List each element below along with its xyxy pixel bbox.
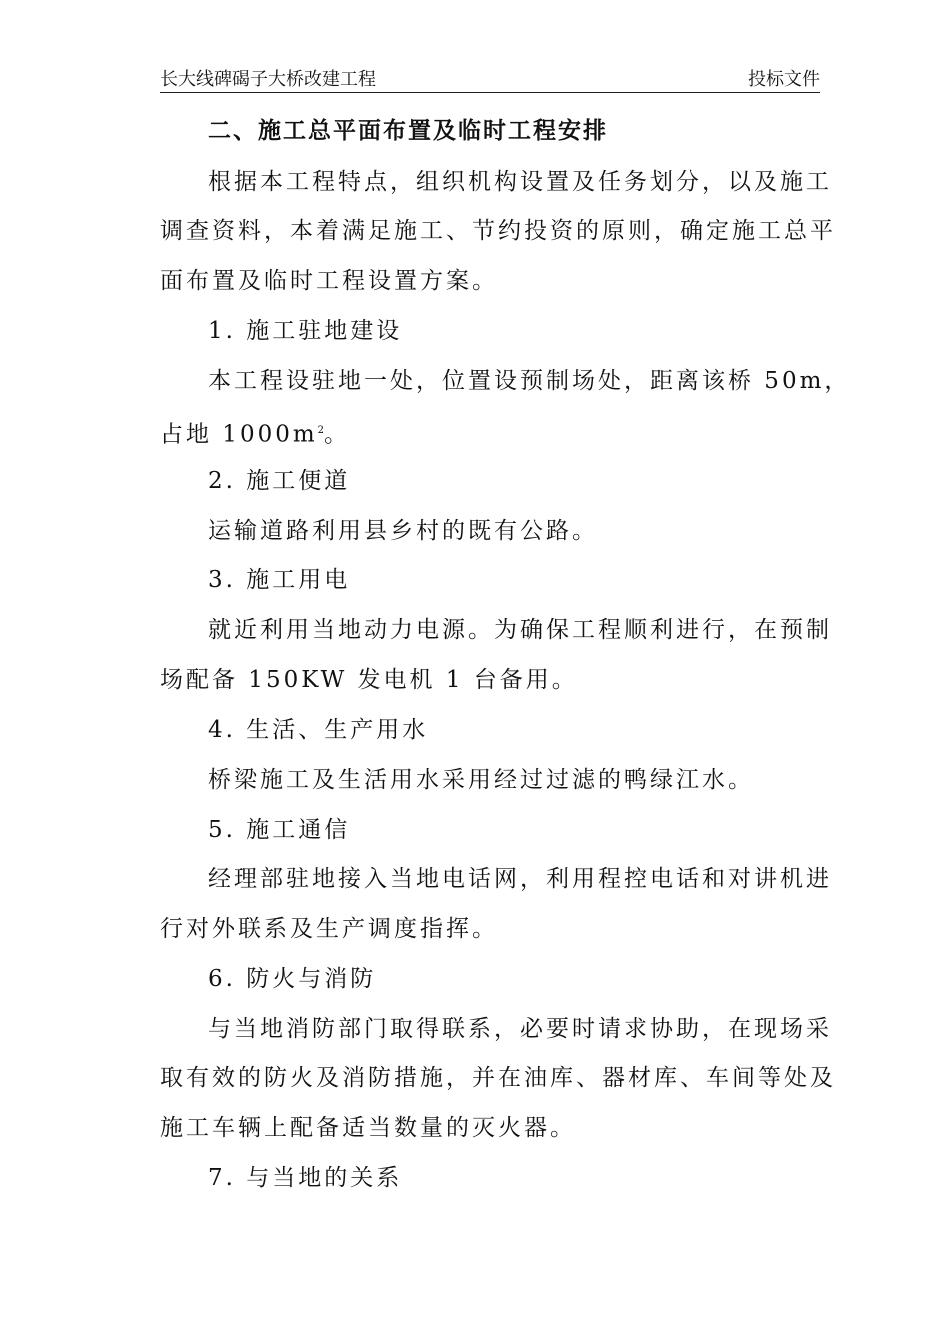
- s6-text-line-1: 与当地消防部门取得联系，必要时请求协助，在现场采: [208, 1016, 832, 1042]
- header-project-name: 长大线碑碣子大桥改建工程: [160, 69, 376, 90]
- s1-area-end: 。: [324, 421, 351, 448]
- s1-text-line-1: 本工程设驻地一处，位置设预制场处，距离该桥 50m，: [208, 368, 851, 394]
- s6-text-line-3: 施工车辆上配备适当数量的灭火器。: [160, 1115, 576, 1141]
- s5-text-line-2: 行对外联系及生产调度指挥。: [160, 916, 498, 942]
- s3-text-line-2: 场配备 150KW 发电机 1 台备用。: [160, 667, 578, 693]
- section-title: 二、施工总平面布置及临时工程安排: [208, 117, 608, 144]
- s3-text-line-1: 就近利用当地动力电源。为确保工程顺利进行，在预制: [208, 617, 832, 643]
- intro-line-3: 面布置及临时工程设置方案。: [160, 268, 498, 294]
- page-header: [160, 68, 820, 93]
- heading-6: 6. 防火与消防: [208, 966, 377, 992]
- heading-2: 2. 施工便道: [208, 468, 351, 494]
- intro-line-1: 根据本工程特点，组织机构设置及任务划分，以及施工: [208, 169, 832, 195]
- intro-line-2: 调查资料，本着满足施工、节约投资的原则，确定施工总平: [160, 218, 836, 244]
- heading-1: 1. 施工驻地建设: [208, 318, 403, 344]
- header-doc-type: 投标文件: [748, 69, 820, 90]
- s5-text-line-1: 经理部驻地接入当地电话网，利用程控电话和对讲机进: [208, 866, 832, 892]
- heading-3: 3. 施工用电: [208, 567, 351, 593]
- heading-7: 7. 与当地的关系: [208, 1165, 403, 1191]
- s1-area-text: 占地 1000m: [160, 421, 318, 448]
- heading-4: 4. 生活、生产用水: [208, 717, 429, 743]
- s4-text: 桥梁施工及生活用水采用经过过滤的鸭绿江水。: [208, 767, 754, 793]
- heading-5: 5. 施工通信: [208, 817, 351, 843]
- s1-area-superscript: 2: [317, 425, 325, 436]
- s2-text: 运输道路利用县乡村的既有公路。: [208, 518, 598, 544]
- s1-text-line-2: [160, 416, 840, 450]
- s6-text-line-2: 取有效的防火及消防措施，并在油库、器材库、车间等处及: [160, 1065, 836, 1091]
